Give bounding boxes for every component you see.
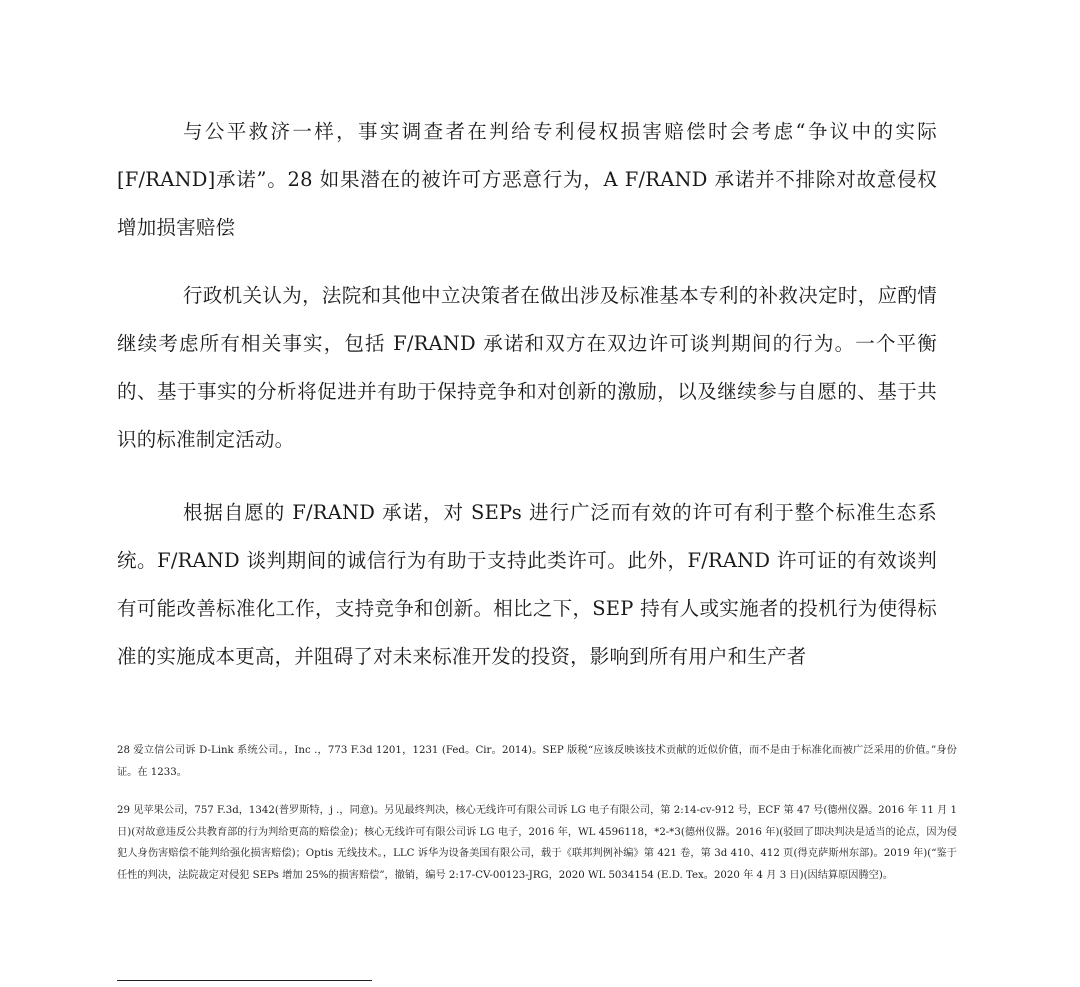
body-paragraph-1: 与公平救济一样，事实调查者在判给专利侵权损害赔偿时会考虑“争议中的实际[F/RAND]承诺”。28 如果潜在的被许可方恶意行为，A F/RAND 承诺并不排除对故意侵权增加损害赔偿: [117, 120, 937, 239]
footnote-28: 28 爱立信公司诉 D-Link 系统公司。，Inc .，773 F.3d 1201，1231 (Fed。Cir。2014)。SEP 版税“应该反映该技术贡献的近似价值，而不是由于标准化而被广泛采用的价值。”身份证。在 1233。: [117, 745, 957, 778]
body-paragraph-2: 行政机关认为，法院和其他中立决策者在做出涉及标准基本专利的补救决定时，应酌情继续考虑所有相关事实，包括 F/RAND 承诺和双方在双边许可谈判期间的行为。一个平衡的、基于事实的分析将促进并有助于保持竞争和对创新的激励，以及继续参与自愿的、基于共识的标准制定活动。: [117, 284, 937, 451]
footnote-29: 29 见苹果公司，757 F.3d，1342(普罗斯特，j .，同意)。另见最终判决，核心无线许可有限公司诉 LG 电子有限公司，第 2:14-cv-912 号，ECF 第 47 号(德州仪器。2016 年 11 月 1 日)(对故意违反公共教育部的行为判给更高的赔偿金)；核心无线许可有限公司诉 LG 电子，2016 年，WL 4596118，*2-*3(德州仪器。2016 年)(驳回了即决判决是适当的论点，因为侵犯人身伤害赔偿不能判给强化损害赔偿)；Optis 无线技术。，LLC 诉华为设备美国有限公司，载于《联邦判例补编》第 421 卷，第 3d 410、412 页(得克萨斯州东部)。2019 年)(“鉴于任性的判决，法院裁定对侵犯 SEPs 增加 25%的损害赔偿”，撤销，编号 2:17-CV-00123-JRG，2020 WL 5034154 (E.D. Tex。2020 年 4 月 3 日)(因结算原因腾空)。: [117, 805, 957, 881]
footnote-separator-line: [117, 980, 372, 981]
body-paragraph-3: 根据自愿的 F/RAND 承诺，对 SEPs 进行广泛而有效的许可有利于整个标准生态系统。F/RAND 谈判期间的诚信行为有助于支持此类许可。此外，F/RAND 许可证的有效谈判有可能改善标准化工作，支持竞争和创新。相比之下，SEP 持有人或实施者的投机行为使得标准的实施成本更高，并阻碍了对未来标准开发的投资，影响到所有用户和生产者: [117, 501, 937, 668]
